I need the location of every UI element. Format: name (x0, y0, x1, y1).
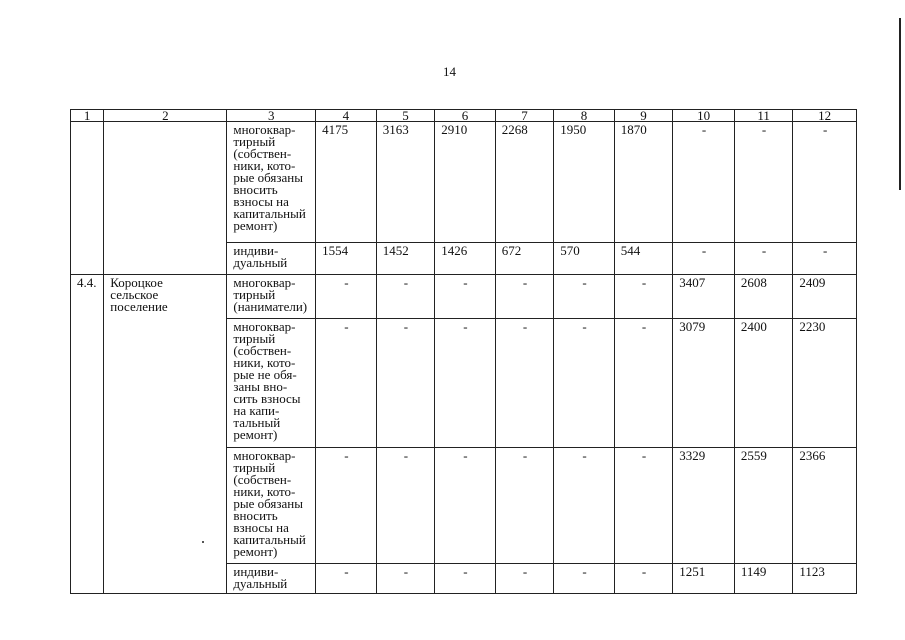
header-cell: 9 (614, 110, 673, 122)
value-cell: - (495, 319, 554, 448)
value-cell: 2366 (793, 448, 857, 564)
value-cell: - (495, 275, 554, 319)
value-cell: - (793, 243, 857, 275)
value-cell: - (376, 564, 435, 594)
header-cell: 11 (734, 110, 793, 122)
value-cell: 672 (495, 243, 554, 275)
value-cell: - (316, 275, 377, 319)
scan-edge-line (899, 18, 901, 190)
value-cell: 1950 (554, 122, 615, 243)
value-cell: - (673, 122, 735, 243)
value-cell: - (435, 319, 496, 448)
value-cell: - (376, 448, 435, 564)
value-cell: - (316, 564, 377, 594)
value-cell: - (376, 275, 435, 319)
value-cell: - (316, 448, 377, 564)
header-row (71, 110, 857, 122)
value-cell: 2608 (734, 275, 793, 319)
value-cell: 570 (554, 243, 615, 275)
table-row (71, 275, 857, 319)
header-cell: 3 (227, 110, 316, 122)
value-cell: - (614, 564, 673, 594)
value-cell: - (495, 448, 554, 564)
value-cell: - (673, 243, 735, 275)
row-number-cell (71, 122, 104, 275)
value-cell: - (554, 564, 615, 594)
header-cell: 4 (316, 110, 377, 122)
header-cell: 6 (435, 110, 496, 122)
header-cell: 7 (495, 110, 554, 122)
value-cell: - (734, 243, 793, 275)
header-cell: 2 (104, 110, 227, 122)
header-cell: 1 (71, 110, 104, 122)
value-cell: - (495, 564, 554, 594)
housing-type-cell: многоквар- тирный (собствен- ники, кото- рые обязаны вносить взносы на капитальный ремонт) (227, 448, 316, 564)
value-cell: 1251 (673, 564, 735, 594)
value-cell: - (554, 275, 615, 319)
value-cell: 1149 (734, 564, 793, 594)
row-number-cell: 4.4. (71, 275, 104, 594)
value-cell: 2400 (734, 319, 793, 448)
value-cell: - (435, 448, 496, 564)
value-cell: 3329 (673, 448, 735, 564)
value-cell: 2910 (435, 122, 496, 243)
value-cell: 1870 (614, 122, 673, 243)
value-cell: 3079 (673, 319, 735, 448)
settlement-cell (104, 122, 227, 275)
data-table (70, 109, 857, 594)
value-cell: 1426 (435, 243, 496, 275)
value-cell: 1452 (376, 243, 435, 275)
value-cell: - (734, 122, 793, 243)
value-cell: 2559 (734, 448, 793, 564)
value-cell: 1554 (316, 243, 377, 275)
value-cell: 4175 (316, 122, 377, 243)
value-cell: - (376, 319, 435, 448)
header-cell: 8 (554, 110, 615, 122)
header-cell: 10 (673, 110, 735, 122)
value-cell: - (316, 319, 377, 448)
value-cell: - (435, 564, 496, 594)
value-cell: - (614, 319, 673, 448)
housing-type-cell: индиви- дуальный (227, 243, 316, 275)
settlement-cell: Короцкое сельское поселение (104, 275, 227, 594)
value-cell: 2409 (793, 275, 857, 319)
value-cell: - (554, 448, 615, 564)
value-cell: 2268 (495, 122, 554, 243)
value-cell: - (554, 319, 615, 448)
header-cell: 5 (376, 110, 435, 122)
value-cell: 544 (614, 243, 673, 275)
value-cell: - (614, 448, 673, 564)
value-cell: 3407 (673, 275, 735, 319)
header-cell: 12 (793, 110, 857, 122)
housing-type-cell: многоквар- тирный (собствен- ники, кото- рые обязаны вносить взносы на капитальный ремонт) (227, 122, 316, 243)
value-cell: - (793, 122, 857, 243)
housing-type-cell: многоквар- тирный (наниматели) (227, 275, 316, 319)
table-row (71, 122, 857, 243)
value-cell: 2230 (793, 319, 857, 448)
value-cell: - (614, 275, 673, 319)
page-number: 14 (443, 64, 456, 79)
housing-type-cell: многоквар- тирный (собствен- ники, кото- рые не обя- заны вно- сить взносы на капи- тальный ремонт) (227, 319, 316, 448)
value-cell: 1123 (793, 564, 857, 594)
housing-type-cell: индиви- дуальный (227, 564, 316, 594)
value-cell: - (435, 275, 496, 319)
value-cell: 3163 (376, 122, 435, 243)
